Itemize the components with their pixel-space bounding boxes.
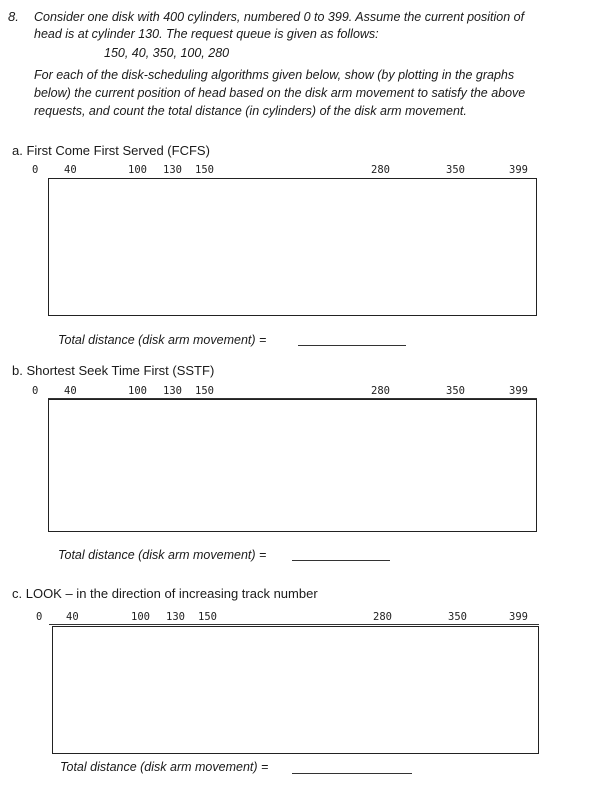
section-c-total-label: Total distance (disk arm movement) = [60,760,269,774]
section-b-total-label: Total distance (disk arm movement) = [58,548,267,562]
tick-280: 280 [373,611,392,623]
tick-399: 399 [509,164,528,176]
tick-40: 40 [64,164,77,176]
question-text-line-6: requests, and count the total distance (in cylinders) of the disk arm movement. [34,104,467,118]
section-b-plot-area[interactable] [48,399,537,532]
question-text-line-2: head is at cylinder 130. The request queue is given as follows: [34,27,379,41]
tick-130: 130 [163,385,182,397]
tick-130: 130 [166,611,185,623]
tick-280: 280 [371,385,390,397]
tick-40: 40 [66,611,79,623]
section-c-title: c. LOOK – in the direction of increasing track number [12,586,318,601]
section-b-title: b. Shortest Seek Time First (SSTF) [12,363,215,378]
question-number: 8. [8,9,19,24]
section-a-total-label: Total distance (disk arm movement) = [58,333,267,347]
tick-399: 399 [509,385,528,397]
tick-0: 0 [32,164,39,176]
section-c-answer-blank[interactable] [292,773,412,774]
section-a-plot-area[interactable] [48,178,537,316]
tick-0: 0 [32,385,39,397]
tick-40: 40 [64,385,77,397]
section-b-answer-blank[interactable] [292,560,390,561]
tick-130: 130 [163,164,182,176]
section-c-plot-area[interactable] [52,626,539,754]
section-c-axis [49,624,539,625]
tick-100: 100 [131,611,150,623]
tick-350: 350 [448,611,467,623]
tick-150: 150 [198,611,217,623]
tick-350: 350 [446,164,465,176]
question-text-line-1: Consider one disk with 400 cylinders, numbered 0 to 399. Assume the current position of [34,10,525,24]
section-a-title: a. First Come First Served (FCFS) [12,143,210,158]
request-queue: 150, 40, 350, 100, 280 [104,46,230,60]
tick-0: 0 [36,611,43,623]
tick-350: 350 [446,385,465,397]
tick-399: 399 [509,611,528,623]
question-text-line-4: For each of the disk-scheduling algorithms given below, show (by plotting in the graphs [34,68,515,82]
tick-280: 280 [371,164,390,176]
section-a-answer-blank[interactable] [298,345,406,346]
tick-100: 100 [128,164,147,176]
question-text-line-5: below) the current position of head based on the disk arm movement to satisfy the above [34,86,526,100]
tick-150: 150 [195,385,214,397]
tick-150: 150 [195,164,214,176]
tick-100: 100 [128,385,147,397]
